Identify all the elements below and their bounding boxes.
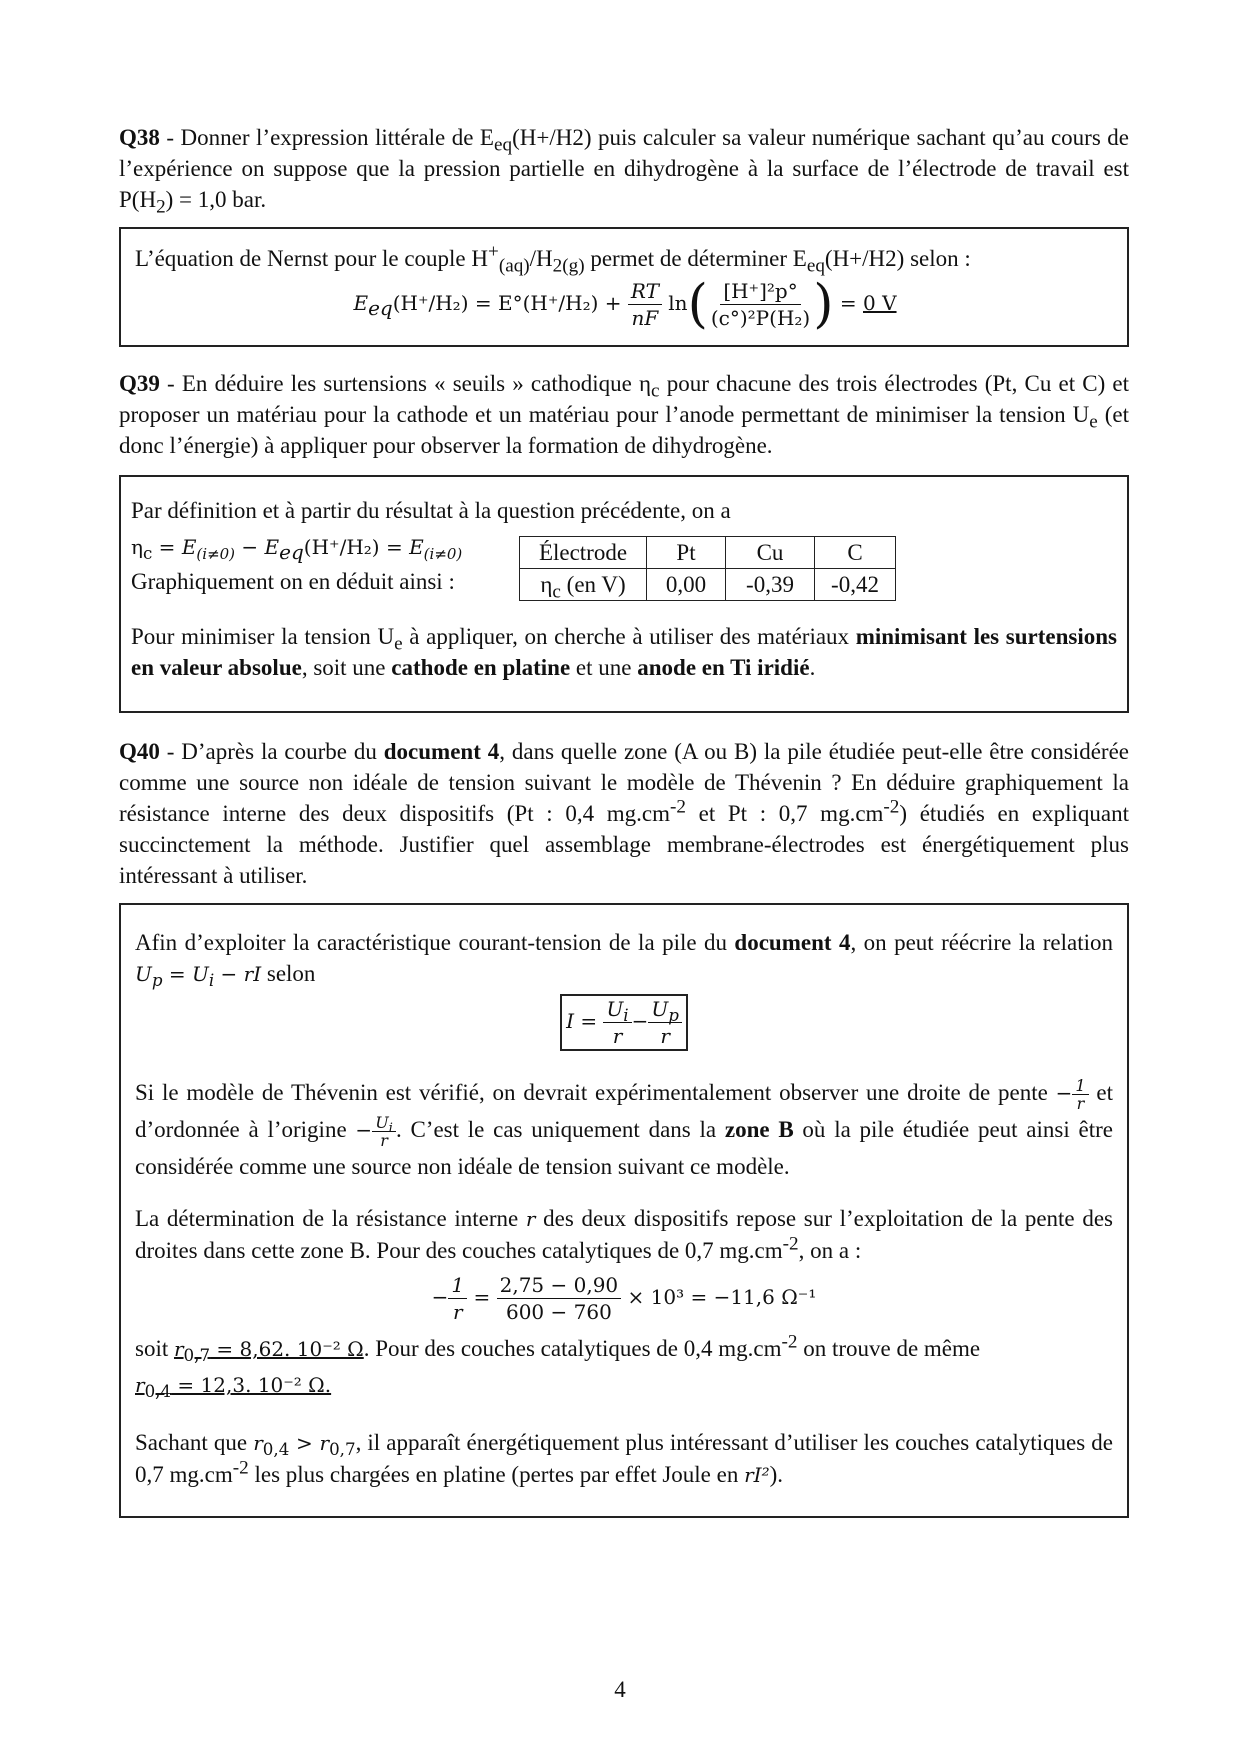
- thevenin-intro: Afin d’exploiter la caractéristique courant-tension de la pile du document 4, on peut réécrire la relation $U_p = U_i$ − rI selon: [135, 930, 1113, 990]
- energy-conclusion: Sachant que $r_{0,4} > r_{0,7}$, il apparaît énergétiquement plus intéressant d’utiliser les couches catalytiques de 0,7 $mg.cm^{-2}$ les plus chargées en platine (pertes par effet Joule en rI²).: [135, 1430, 1114, 1488]
- surtension-table: [519, 536, 896, 601]
- eta-equation: $\eta_c = E_{(i\ne 0)} - E_{eq}(H^+/H_2) = E_{(i\ne 0)}$: [131, 535, 463, 564]
- question-39: Q39 - En déduire les surtensions « seuils » cathodique $\eta_c$ pour chacune des trois électrodes (Pt, Cu et C) et proposer un matériau pour la cathode et un matériau pour l’anode permettant de minimiser la tension $U_e$ (et donc l’énergie) à appliquer pour observer la formation de dihydrogène.: [119, 371, 1129, 458]
- material-conclusion: Pour minimiser la tension $U_e$ à appliquer, on cherche à utiliser des matériaux minimisant les surtensions en valeur absolue, soit une cathode en platine et une anode en Ti iridié.: [131, 624, 1117, 680]
- answer-box-39: [119, 475, 1129, 713]
- answer-box-38: [119, 227, 1129, 347]
- r07-result-text: soit $r_{0,7} = 8,62$. 10⁻² Ω. Pour des couches catalytiques de 0,4 $mg.cm^{-2}$ on trouve de même: [135, 1331, 981, 1366]
- nernst-result: 0 V: [863, 291, 897, 315]
- resistance-method-text: La détermination de la résistance interne r des deux dispositifs repose sur l’exploitation de la pente des droites dans cette zone B. Pour des couches catalytiques de 0,7 $mg.cm^{-2}$, on a :: [135, 1206, 1113, 1264]
- nernst-equation: $E_{eq}(H^+/H_2) = E^\circ(H^+/H_2)$ + $\frac{RT}{nF}$ ln( $\frac{\text{[H⁺]²p°}}{\text{(c°)²P(H₂)}}$ ) = 0 V: [353, 274, 897, 335]
- eta-section: [131, 530, 1117, 601]
- current-formula: [135, 994, 1113, 1051]
- page-number: 4: [614, 1677, 626, 1702]
- definition-text: Par définition et à partir du résultat à la question précédente, on a: [131, 498, 731, 523]
- nernst-intro: L’équation de Nernst pour le couple $H^+_{(aq)}/H_{2(g)}$ permet de déterminer $E_{eq}(H+/H2)$ selon :: [135, 241, 971, 277]
- q39-label: Q39: [119, 371, 160, 396]
- rt-nf-fraction: $\frac{RT}{nF}$: [628, 278, 662, 331]
- graph-deduction-text: Graphiquement on en déduit ainsi :: [131, 569, 455, 594]
- question-38: Q38 - Donner l’expression littérale de $E_{eq}(H+/H2)$ puis calculer sa valeur numérique sachant qu’au cours de l’expérience on suppose que la pression partielle en dihydrogène à la surface de l’électrode de travail est $P(H_2) = 1,0$ bar.: [119, 125, 1129, 218]
- concentration-fraction: $\frac{\text{[H⁺]²p°}}{\text{(c°)²P(H₂)}}$: [710, 279, 811, 330]
- q38-label: Q38: [119, 125, 160, 150]
- table-row-header: Électrode Pt Cu C: [520, 537, 896, 569]
- table-row-values: $\eta_c$ (en V) 0,00 -0,39 -0,42: [520, 569, 896, 601]
- q40-label: Q40: [119, 739, 160, 764]
- r04-result: $r_{0,4} = 12,3$. 10⁻² Ω.: [135, 1373, 332, 1402]
- thevenin-slope-text: Si le modèle de Thévenin est vérifié, on devrait expérimentalement observer une droite de pente − $\frac{1}{r}$ et d’ordonnée à l’origine − $\frac{U_i}{r}$ . C’est le cas uniquement dans la zone B où la pile étudiée peut ainsi être considérée comme une source non idéale de tension suivant ce modèle.: [135, 1076, 1113, 1180]
- boxed-formula: I = $\frac{U_i}{r}$ − $\frac{U_p}{r}$: [560, 994, 688, 1051]
- slope-calculation: − $\frac{1}{r}$ = $\frac{2,75 - 0,90}{600 - 760}$ × 10³ = −11,6 Ω⁻¹: [431, 1273, 817, 1325]
- question-40: Q40 - D’après la courbe du document 4, dans quelle zone (A ou B) la pile étudiée peut-elle être considérée comme une source non idéale de tension suivant le modèle de Thévenin ? En déduire graphiquement la résistance interne des deux dispositifs (Pt : 0,4 $mg.cm^{-2}$ et Pt : 0,7 $mg.cm^{-2}$) étudiés en expliquant succinctement la méthode. Justifier quel assemblage membrane-électrodes est énergétiquement plus intéressant à utiliser.: [119, 739, 1129, 888]
- answer-box-40: [119, 903, 1129, 1518]
- page-content: [119, 122, 1129, 1518]
